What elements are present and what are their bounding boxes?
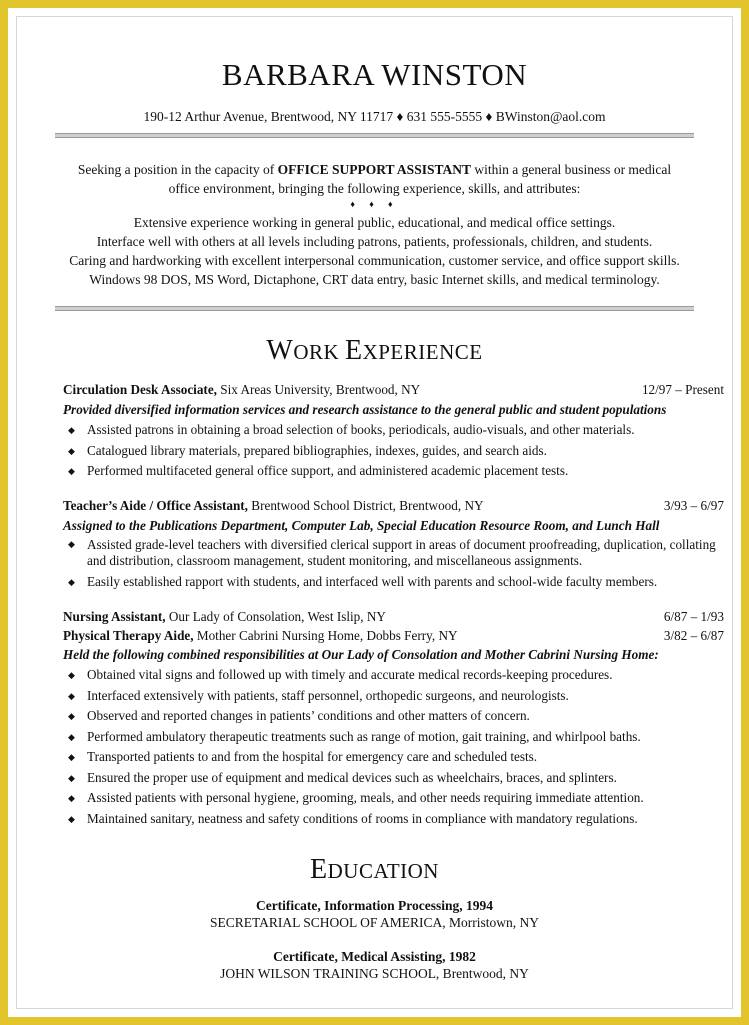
job-bullets [63,420,724,482]
summary-point: Caring and hardworking with excellent interpersonal communication, customer service, and office support skills. [69,253,680,268]
list-item: ◆ Easily established rapport with students, and interfaced well with parents and school-wide faculty members. [63,572,724,593]
certificate-title: Certificate, Medical Assisting, 1982 [273,949,476,964]
education-entry [17,948,732,982]
resume-page [16,16,733,1009]
job-title: Nursing Assistant, [63,609,166,624]
list-item: ◆ Assisted patients with personal hygiene, grooming, meals, and other needs requiring immediate attention. [63,788,724,809]
work-experience-heading: WORK EXPERIENCE [266,335,483,366]
bullet-icon: ◆ [68,772,75,783]
bullet-icon: ◆ [68,425,75,435]
job-header [63,626,724,645]
bullet-icon: ◆ [68,466,75,476]
bullet-icon: ◆ [68,813,75,824]
certificate-title: Certificate, Information Processing, 1994 [255,898,494,913]
list-item: ◆ Interfaced extensively with patients, staff personnel, orthopedic surgeons, and neurologists. [63,686,724,707]
list-item: ◆ Assisted grade-level teachers with diversified clerical support in areas of document proofreading, duplication, collating and distribution, classroom management, student monitoring, and miscellaneous assignments. [68,537,716,568]
objective-line: Seeking a position in the capacity of OFFICE SUPPORT ASSISTANT within a general business or medical [77,162,672,177]
objective-line-2: office environment, bringing the following experience, skills, and attributes: [168,181,581,196]
job-organization: Six Areas University, Brentwood, NY [216,382,421,397]
bullet-icon: ◆ [68,731,75,742]
job-entry [63,608,724,829]
divider-rule [55,306,694,311]
target-position: OFFICE SUPPORT ASSISTANT [277,162,471,177]
bullet-icon: ◆ [68,445,75,456]
job-dates: 3/93 – 6/97 [663,498,724,513]
candidate-name: BARBARA WINSTON [221,57,528,92]
job-organization: Mother Cabrini Nursing Home, Dobbs Ferry, NY [193,628,458,643]
job-entry [63,496,724,593]
job-organization: Our Lady of Consolation, West Islip, NY [165,609,386,624]
list-item: ◆ Performed ambulatory therapeutic treatments such as range of motion, gait training, and whirlpool baths. [63,727,724,748]
list-item: ◆ Maintained sanitary, neatness and safety conditions of rooms in compliance with mandatory regulations. [63,809,724,830]
list-item: ◆ Catalogued library materials, prepared bibliographies, indexes, guides, and search aids. [63,441,724,462]
diamond-divider: ♦ ♦ ♦ [350,199,399,209]
contact-info: 190-12 Arthur Avenue, Brentwood, NY 11717 ♦ 631 555-5555 ♦ BWinston@aol.com [143,109,606,124]
job-header [63,496,724,516]
job-header [63,608,724,626]
list-item: ◆ Transported patients to and from the hospital for emergency care and scheduled tests. [63,747,724,768]
school-name: JOHN WILSON TRAINING SCHOOL, Brentwood, NY [220,966,529,981]
bullet-icon: ◆ [68,711,75,721]
job-dates: 12/97 – Present [641,382,724,397]
job-organization: Brentwood School District, Brentwood, NY [247,498,484,513]
divider-rule [55,133,694,138]
list-item: ◆ Performed multifaceted general office support, and administered academic placement tests. [63,461,724,482]
job-bullets [63,665,724,829]
list-item: ◆ Obtained vital signs and followed up with timely and accurate medical records-keeping procedures. [63,665,724,686]
job-title: Teacher’s Aide / Office Assistant, [63,498,248,513]
bullet-icon: ◆ [68,752,75,762]
job-title: Circulation Desk Associate, [63,382,217,397]
bullet-icon: ◆ [68,690,75,701]
education-heading: EDUCATION [310,854,439,885]
list-item: ◆ Observed and reported changes in patients’ conditions and other matters of concern. [63,706,724,727]
summary-point: Interface well with others at all levels including patrons, patients, professionals, children, and students. [96,234,653,249]
job-header [63,380,724,400]
bullet-icon: ◆ [68,577,75,587]
job-dates: 3/82 – 6/87 [663,628,724,643]
education-entry [17,897,732,931]
school-name: SECRETARIAL SCHOOL OF AMERICA, Morristown, NY [209,915,540,930]
summary-point: Windows 98 DOS, MS Word, Dictaphone, CRT data entry, basic Internet skills, and medical terminology. [89,272,660,287]
bullet-icon: ◆ [68,539,75,549]
job-description: Assigned to the Publications Department, Computer Lab, Special Education Resource Room, and Lunch Hall [63,518,660,533]
job-description: Held the following combined responsibilities at Our Lady of Consolation and Mother Cabrini Nursing Home: [63,647,659,662]
job-bullets [63,536,724,593]
bullet-icon: ◆ [68,670,75,680]
bullet-icon: ◆ [68,793,75,803]
job-title: Physical Therapy Aide, [63,628,194,643]
summary-point: Extensive experience working in general public, educational, and medical office settings. [133,215,616,230]
job-description: Provided diversified information services and research assistance to the general public and student populations [63,402,667,417]
job-dates: 6/87 – 1/93 [663,609,724,624]
list-item: ◆ Ensured the proper use of equipment and medical devices such as wheelchairs, braces, and splinters. [63,768,724,789]
list-item: ◆ Assisted patrons in obtaining a broad selection of books, periodicals, audio-visuals, and other materials. [63,420,724,441]
objective-summary [57,160,692,289]
job-entry [63,380,724,482]
